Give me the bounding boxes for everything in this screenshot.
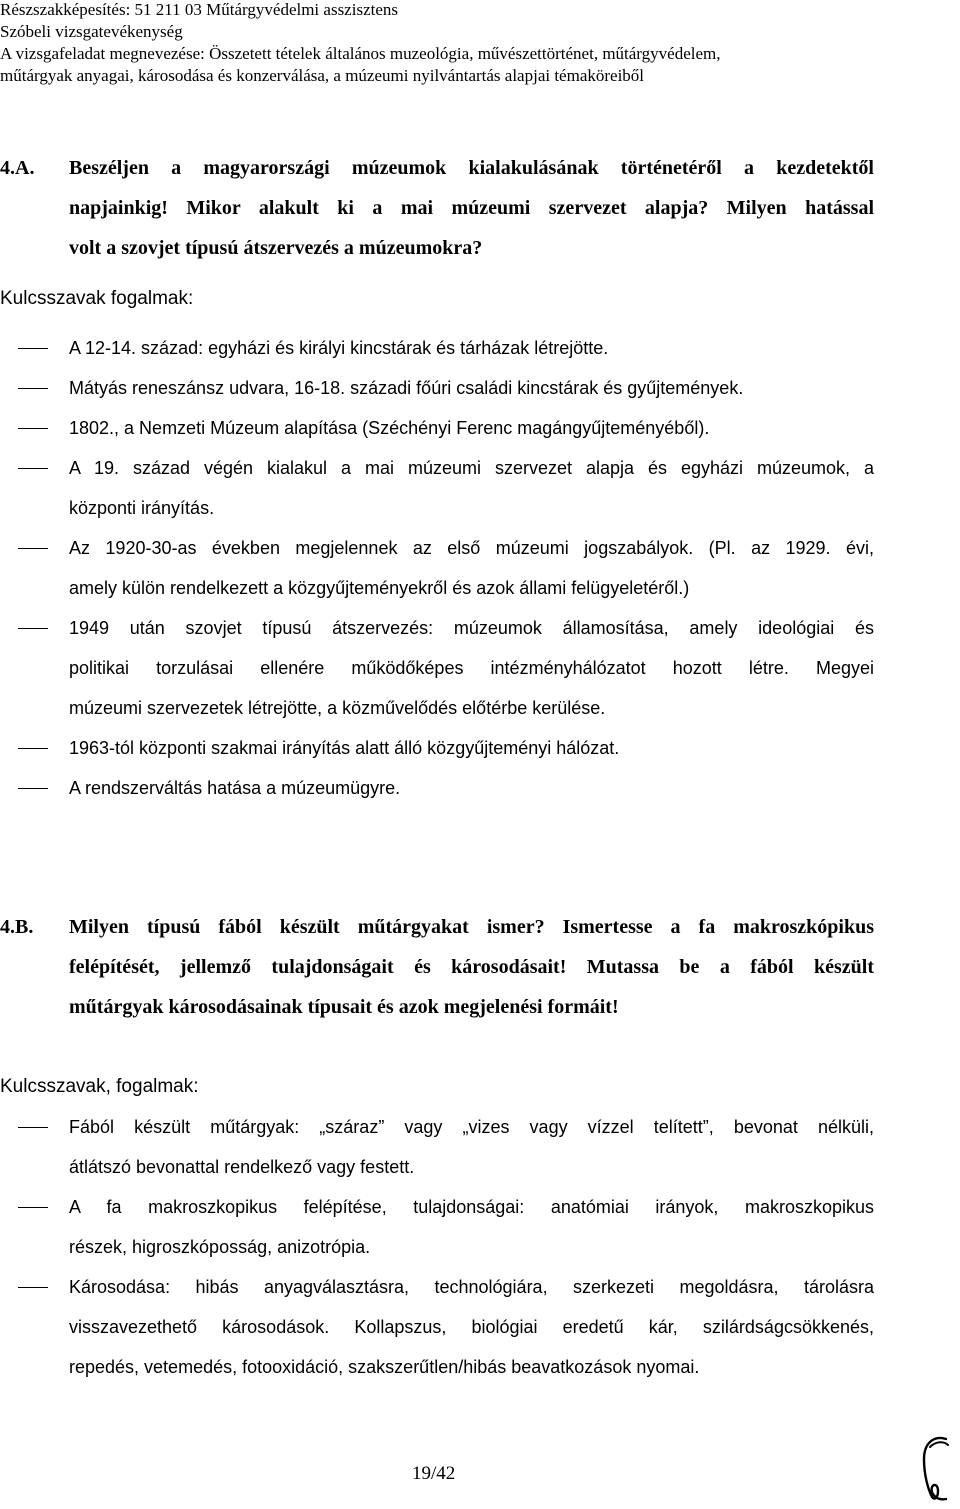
dash-marker: [18, 468, 48, 469]
dash-marker: [18, 1207, 48, 1208]
list-item: Fából készült műtárgyak: „száraz” vagy „vizes vagy vízzel telített”, bevonat nélküli, átlátszó bevonattal rendelkező vagy festett.: [0, 1107, 960, 1187]
dash-marker: [18, 628, 48, 629]
question-line: műtárgyak károsodásainak típusait és azok megjelenési formáit!: [69, 996, 619, 1018]
list-item: A 19. század végén kialakul a mai múzeumi szervezet alapja és egyházi múzeumok, a központi irányítás.: [0, 448, 960, 528]
question-line: Beszéljen a magyarországi múzeumok kialakulásának történetéről a kezdetektől: [69, 157, 874, 179]
dash-marker: [18, 1127, 48, 1128]
list-item: Az 1920-30-as években megjelennek az első múzeumi jogszabályok. (Pl. az 1929. évi, amely külön rendelkezett a közgyűjteményekről és azok állami felügyeletéről.): [0, 528, 960, 608]
list-item: Mátyás reneszánsz udvara, 16-18. századi főúri családi kincstárak és gyűjtemények.: [0, 368, 960, 408]
dash-marker: [18, 348, 48, 349]
dash-marker: [18, 788, 48, 789]
header-qualification: Részszakképesítés: 51 211 03 Műtárgyvédelmi asszisztens: [0, 0, 398, 19]
header-exam-type: Szóbeli vizsgatevékenység: [0, 22, 183, 41]
list-item: A 12-14. század: egyházi és királyi kincstárak és tárházak létrejötte.: [0, 328, 960, 368]
dash-marker: [18, 548, 48, 549]
question-line: napjainkig! Mikor alakult ki a mai múzeumi szervezet alapja? Milyen hatással: [69, 197, 874, 219]
question-line: volt a szovjet típusú átszervezés a múzeumokra?: [69, 237, 483, 259]
dash-marker: [18, 428, 48, 429]
list-item: A fa makroszkopikus felépítése, tulajdonságai: anatómiai irányok, makroszkopikus részek, higroszkóposság, anizotrópia.: [0, 1187, 960, 1267]
dash-marker: [18, 388, 48, 389]
header-task-name-cont: műtárgyak anyagai, károsodása és konzerválása, a múzeumi nyilvántartás alapjai témaköreiből: [0, 66, 645, 85]
signature-mark: [916, 1433, 954, 1505]
question-line: Milyen típusú fából készült műtárgyakat ismer? Ismertesse a fa makroszkópikus: [69, 916, 874, 938]
list-item: 1949 után szovjet típusú átszervezés: múzeumok államosítása, amely ideológiai és politikai torzulásai ellenére működőképes intézményhálózatot hozott létre. Megyei múzeumi szervezetek létrejötte, a közművelődés előtérbe kerülése.: [0, 608, 960, 728]
dash-marker: [18, 1287, 48, 1288]
keyword-list-b: [0, 1107, 960, 1387]
list-item: Károsodása: hibás anyagválasztásra, technológiára, szerkezeti megoldásra, tárolásra visszavezethető károsodások. Kollapszus, biológiai eredetű kár, szilárdságcsökkenés, repedés, vetemedés, fotooxidáció, szakszerűtlen/hibás beavatkozások nyomai.: [0, 1267, 960, 1387]
keyword-list-a: [0, 328, 960, 808]
keywords-heading-a: Kulcsszavak fogalmak:: [0, 288, 194, 309]
question-text: [69, 907, 874, 1027]
list-item: 1963-tól központi szakmai irányítás alatt álló közgyűjteményi hálózat.: [0, 728, 960, 768]
dash-marker: [18, 748, 48, 749]
question-line: felépítését, jellemző tulajdonságait és károsodásait! Mutassa be a fából készült: [69, 956, 874, 978]
question-text: [69, 148, 874, 268]
question-number: 4.A.: [0, 157, 35, 179]
keywords-heading-b: Kulcsszavak, fogalmak:: [0, 1076, 199, 1097]
header-task-name: A vizsgafeladat megnevezése: Összetett tételek általános muzeológia, művészettörténet, műtárgyvédelem,: [0, 44, 721, 63]
list-item: 1802., a Nemzeti Múzeum alapítása (Széchényi Ferenc magángyűjteményéből).: [0, 408, 960, 448]
list-item: A rendszerváltás hatása a múzeumügyre.: [0, 768, 960, 808]
page-number: 19/42: [412, 1463, 456, 1484]
question-number: 4.B.: [0, 916, 34, 938]
